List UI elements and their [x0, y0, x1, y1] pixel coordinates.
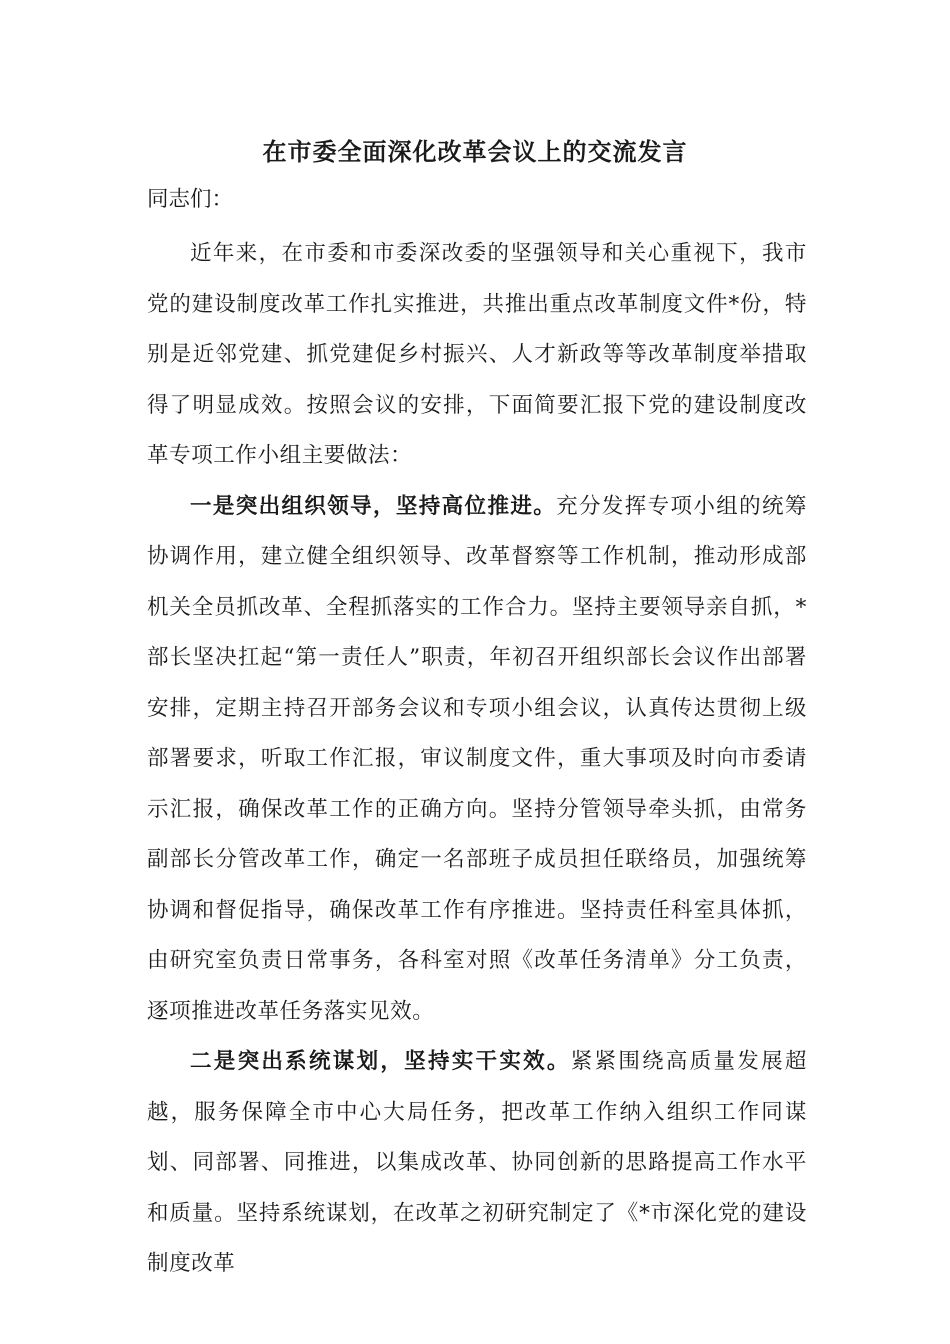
paragraph-point-two	[147, 1037, 807, 1290]
paragraph-intro	[147, 229, 807, 482]
paragraph-text: 近年来，在市委和市委深改委的坚强领导和关心重视下，我市党的建设制度改革工作扎实推进，共推出重点改革制度文件*份，特别是近邻党建、抓党建促乡村振兴、人才新政等等改革制度举措取得了明显成效。按照会议的安排，下面简要汇报下党的建设制度改革专项工作小组主要做法：	[147, 241, 807, 468]
paragraph-text: 充分发挥专项小组的统筹协调作用，建立健全组织领导、改革督察等工作机制，推动形成部机关全员抓改革、全程抓落实的工作合力。坚持主要领导亲自抓，*部长坚决扛起“第一责任人”职责，年初召开组织部长会议作出部署安排，定期主持召开部务会议和专项小组会议，认真传达贯彻上级部署要求，听取工作汇报，审议制度文件，重大事项及时向市委请示汇报，确保改革工作的正确方向。坚持分管领导牵头抓，由常务副部长分管改革工作，确定一名部班子成员担任联络员，加强统筹协调和督促指导，确保改革工作有序推进。坚持责任科室具体抓，由研究室负责日常事务，各科室对照《改革任务清单》分工负责，逐项推进改革任务落实见效。	[147, 493, 807, 1024]
paragraph-point-one	[147, 482, 807, 1038]
document-title: 在市委全面深化改革会议上的交流发言	[262, 137, 688, 166]
salutation: 同志们：	[147, 187, 234, 212]
document-body	[147, 229, 807, 1290]
paragraph-lead: 一是突出组织领导，坚持高位推进。	[190, 493, 557, 519]
paragraph-lead: 二是突出系统谋划，坚持实干实效。	[190, 1049, 571, 1074]
paragraph-text: 紧紧围绕高质量发展超越，服务保障全市中心大局任务，把改革工作纳入组织工作同谋划、同部署、同推进，以集成改革、协同创新的思路提高工作水平和质量。坚持系统谋划，在改革之初研究制定了《*市深化党的建设制度改革	[147, 1049, 807, 1276]
